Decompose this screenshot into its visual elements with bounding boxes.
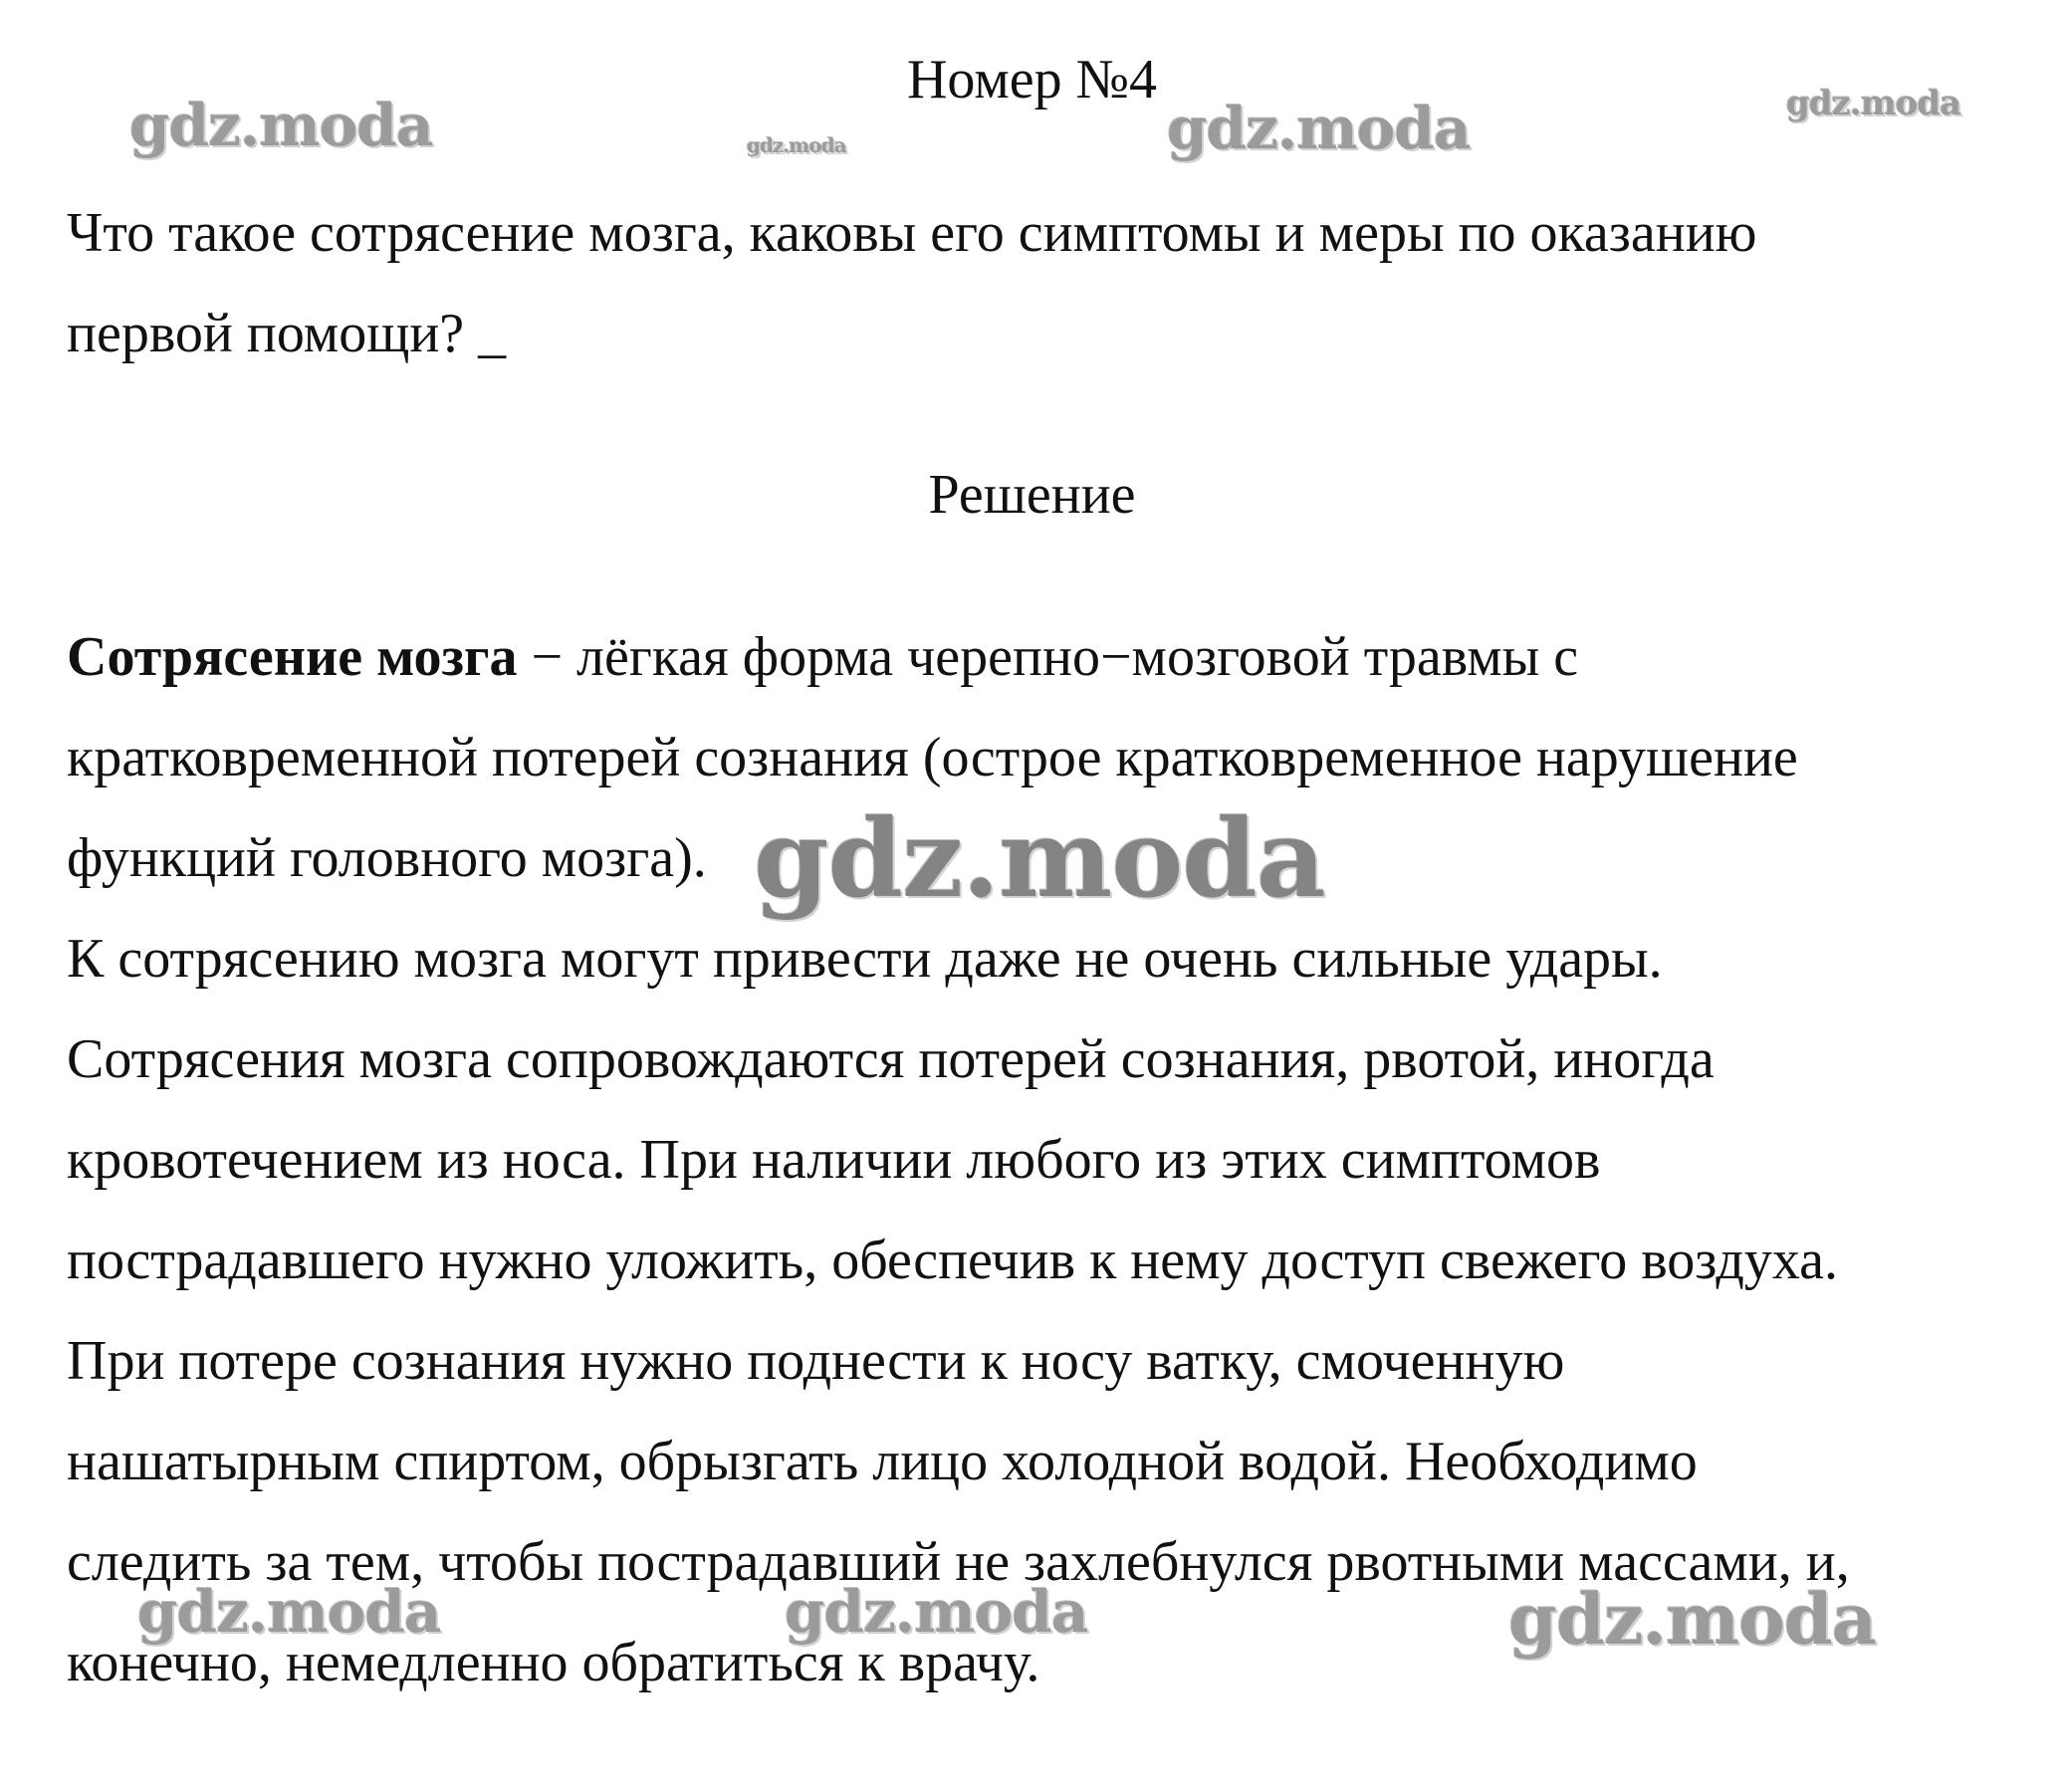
solution-line: кратковременной потерей сознания (острое кратковременное нарушение <box>67 727 1798 788</box>
solution-line: кровотечением из носа. При наличии любого из этих симптомов <box>67 1129 1601 1191</box>
solution-line: При потере сознания нужно поднести к носу ватку, смоченную <box>67 1330 1565 1392</box>
watermark: gdz.moda <box>785 1578 1088 1646</box>
watermark: gdz.moda <box>137 1578 441 1646</box>
defined-term: Сотрясение мозга <box>67 626 518 688</box>
solution-line: К сотрясению мозга могут привести даже не очень сильные удары. <box>67 928 1663 990</box>
page-title: Номер №4 <box>906 49 1158 111</box>
solution-line: Сотрясения мозга сопровождаются потерей сознания, рвотой, иногда <box>67 1028 1715 1090</box>
watermark: gdz.moda <box>747 133 846 157</box>
solution-first-line <box>67 607 2018 708</box>
question-line: первой помощи? _ <box>67 303 507 364</box>
solution-line: функций головного мозга). <box>67 827 707 889</box>
solution-line: следить за тем, чтобы пострадавший не захлебнулся рвотными массами, и, <box>67 1531 1850 1593</box>
watermark: gdz.moda <box>1508 1578 1877 1661</box>
definition-text: − лёгкая форма черепно−мозговой травмы с <box>517 626 1579 688</box>
watermark: gdz.moda <box>1786 84 1961 123</box>
solution-line: пострадавшего нужно уложить, обеспечив к нему доступ свежего воздуха. <box>67 1230 1838 1291</box>
watermark: gdz.moda <box>754 796 1325 922</box>
watermark: gdz.moda <box>129 92 433 159</box>
question-text <box>67 183 2018 384</box>
question-line: Что такое сотрясение мозга, каковы его симптомы и меры по оказанию <box>67 202 1757 264</box>
solution-line: нашатырным спиртом, обрызгать лицо холодной водой. Необходимо <box>67 1431 1698 1492</box>
watermark: gdz.moda <box>1167 95 1471 162</box>
solution-heading: Решение <box>928 464 1136 526</box>
solution-text <box>67 607 2018 1713</box>
solution-line: конечно, немедленно обратиться к врачу. <box>67 1632 1040 1693</box>
